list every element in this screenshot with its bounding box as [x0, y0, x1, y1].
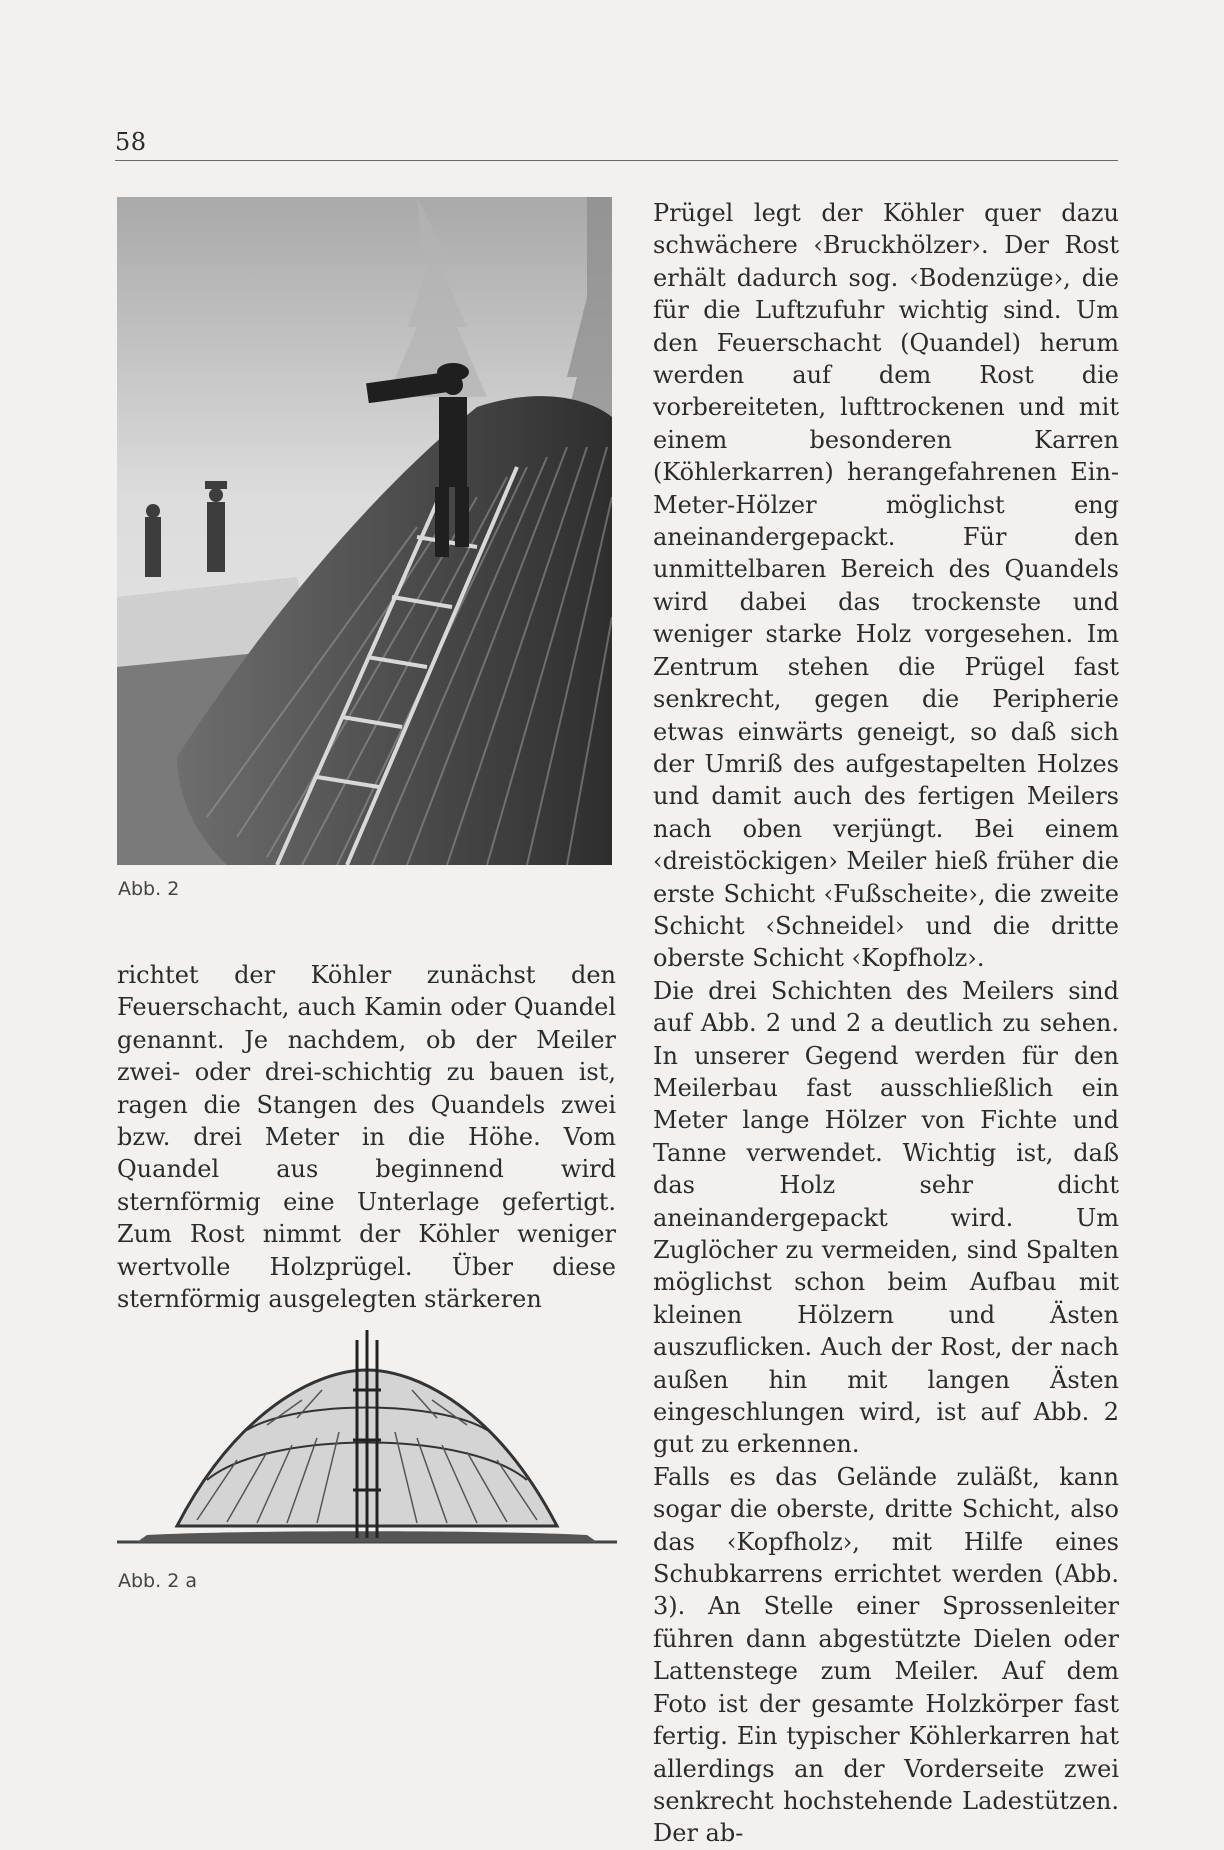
- kiln-photo-illustration: [117, 197, 612, 865]
- right-paragraph-1: Prügel legt der Köhler quer dazu schwächere ‹Bruckhölzer›. Der Rost erhält dadurch sog. ‹Bodenzüge›, die für die Luftzufuhr wichtig sind. Um den Feuerschacht (Quandel) herum werden auf dem Rost die vorbereiteten, lufttrockenen und mit einem besonderen Karren (Köhlerkarren) herangefahrenen Ein-Meter-Hölzer möglichst eng aneinandergepackt. Für den unmittelbaren Bereich des Quandels wird dabei das trockenste und weniger starke Holz vorgesehen. Im Zentrum stehen die Prügel fast senkrecht, gegen die Peripherie etwas einwärts geneigt, so daß sich der Umriß des aufgestapelten Holzes und damit auch des fertigen Meilers nach oben verjüngt. Bei einem ‹dreistöckigen› Meiler hieß früher die erste Schicht ‹Fußscheite›, die zweite Schicht ‹Schneidel› und die dritte oberste Schicht ‹Kopfholz›.: [653, 199, 1119, 973]
- kiln-cross-section: [117, 1330, 617, 1560]
- kiln-cross-section-drawing: [117, 1330, 617, 1560]
- right-column: [653, 197, 1119, 1850]
- right-paragraph-3: Falls es das Gelände zuläßt, kann sogar die oberste, dritte Schicht, also das ‹Kopfholz›, mit Hilfe eines Schubkarrens errichtet werden (Abb. 3). An Stelle einer Sprossenleiter führen dann abgestützte Dielen oder Lattenstege zum Meiler. Auf dem Foto ist der gesamte Holzkörper fast fertig. Ein typischer Köhlerkarren hat allerdings an der Vorderseite zwei senkrecht hochstehende Ladestützen. Der ab-: [653, 1462, 1119, 1848]
- quandel-shaft: [353, 1330, 381, 1538]
- right-paragraph-2: Die drei Schichten des Meilers sind auf Abb. 2 und 2 a deutlich zu sehen. In unserer Gegend werden für den Meilerbau fast ausschließlich ein Meter lange Hölzer von Fichte und Tanne verwendet. Wichtig ist, daß das Holz sehr dicht aneinandergepackt wird. Um Zuglöcher zu vermeiden, sind Spalten möglichst schon beim Aufbau mit kleinen Hölzern und Ästen auszuflicken. Auch der Rost, der nach außen hin mit langen Ästen eingeschlungen wird, ist auf Abb. 2 gut zu erkennen.: [653, 976, 1119, 1459]
- diagram-caption: Abb. 2 a: [118, 1570, 197, 1592]
- page-number: 58: [115, 128, 147, 156]
- kiln-photo: [117, 197, 612, 865]
- left-column: [117, 959, 616, 1315]
- photo-caption: Abb. 2: [118, 878, 180, 900]
- header-rule: [115, 160, 1118, 161]
- left-paragraph: richtet der Köhler zunächst den Feuerschacht, auch Kamin oder Quandel genannt. Je nachdem, ob der Meiler zwei- oder drei-schichtig zu bauen ist, ragen die Stangen des Quandels zwei bzw. drei Meter in die Höhe. Vom Quandel aus beginnend wird sternförmig eine Unterlage gefertigt. Zum Rost nimmt der Köhler weniger wertvolle Holzprügel. Über diese sternförmig ausgelegten stärkeren: [117, 961, 616, 1314]
